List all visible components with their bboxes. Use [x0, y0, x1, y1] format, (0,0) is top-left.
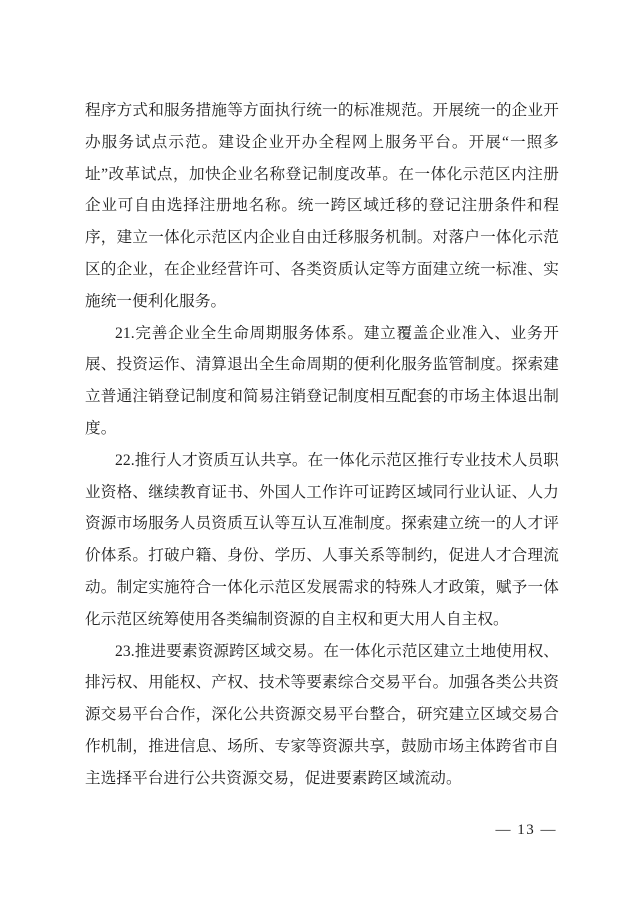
page-number: — 13 —	[495, 822, 557, 838]
paragraph-item-23	[85, 636, 559, 795]
paragraph-text: 程序方式和服务措施等方面执行统一的标准规范。开展统一的企业开办服务试点示范。建设企业开办全程网上服务平台。开展“一照多址”改革试点，加快企业名称登记制度改革。在一体化示范区内注册企业可自由选择注册地名称。统一跨区域迁移的登记注册条件和程序，建立一体化示范区内企业自由迁移服务机制。对落户一体化示范区的企业，在企业经营许可、各类资质认定等方面建立统一标准、实施统一便利化服务。	[85, 102, 559, 310]
paragraph-continuation	[85, 95, 559, 318]
paragraph-text: 在一体化示范区推行专业技术人员职业资格、继续教育证书、外国人工作许可证跨区域同行业认证、人力资源市场服务人员资质互认等互认互准制度。探索建立统一的人才评价体系。打破户籍、身份、学历、人事关系等制约，促进人才合理流动。制定实施符合一体化示范区发展需求的特殊人才政策，赋予一体化示范区统筹使用各类编制资源的自主权和更大用人自主权。	[85, 451, 559, 628]
document-body	[85, 95, 559, 795]
paragraph-text: 在一体化示范区建立土地使用权、排污权、用能权、产权、技术等要素综合交易平台。加强各类公共资源交易平台合作，深化公共资源交易平台整合，研究建立区域交易合作机制，推进信息、场所、专家等资源共享，鼓励市场主体跨省市自主选择平台进行公共资源交易，促进要素跨区域流动。	[85, 642, 559, 787]
paragraph-lead: 22.推行人才资质互认共享。	[115, 451, 308, 469]
paragraph-text: 建立覆盖企业准入、业务开展、投资运作、清算退出全生命周期的便利化服务监管制度。探索建立普通注销登记制度和简易注销登记制度相互配套的市场主体退出制度。	[85, 324, 559, 437]
paragraph-lead: 23.推进要素资源跨区域交易。	[115, 642, 324, 660]
paragraph-item-22	[85, 445, 559, 636]
paragraph-item-21	[85, 318, 559, 445]
paragraph-lead: 21.完善企业全生命周期服务体系。	[115, 324, 364, 342]
